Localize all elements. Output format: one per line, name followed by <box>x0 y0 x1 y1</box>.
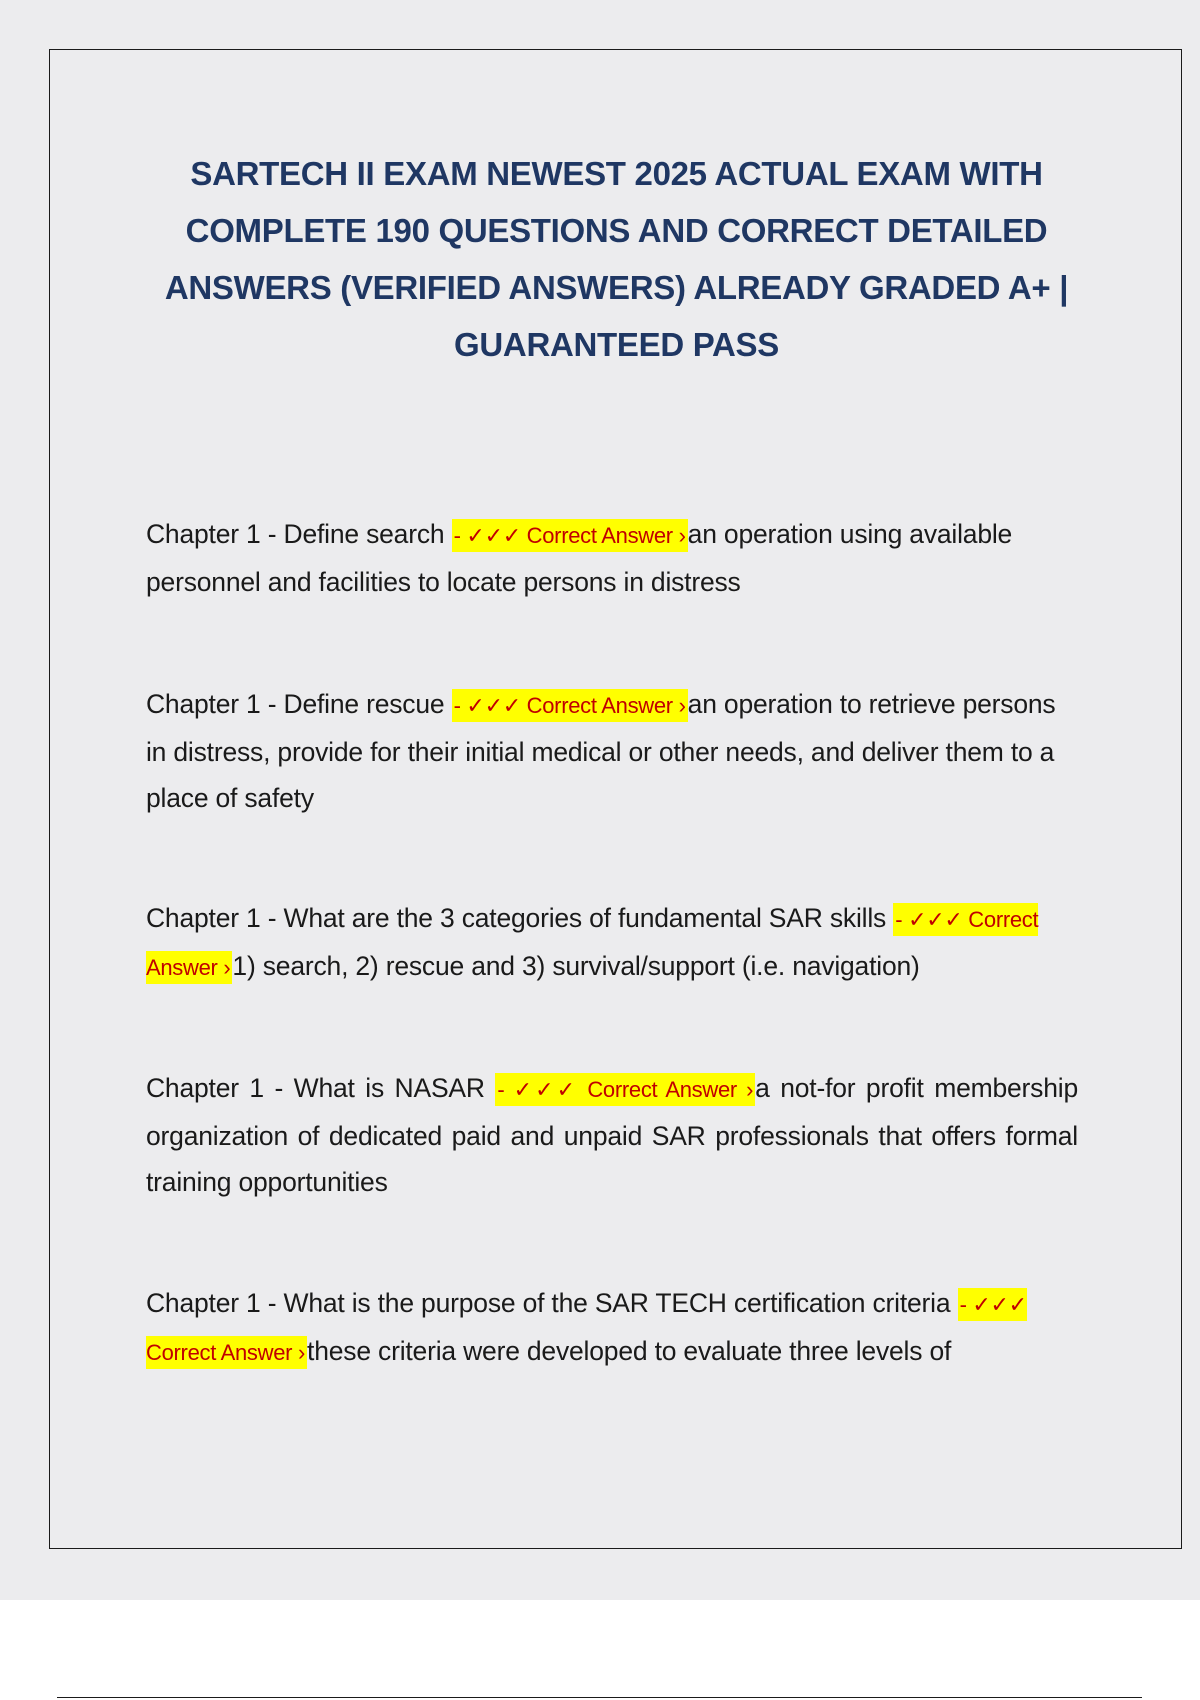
correct-answer-marker: - ✓✓✓ Correct Answer › <box>495 1073 755 1106</box>
answer-text: a not-for profit membership organization of dedicated paid and unpaid SAR professionals that offers formal training opportunities <box>146 1073 1078 1197</box>
correct-answer-marker: - ✓✓✓ Correct Answer › <box>452 689 688 722</box>
qa-entry-5 <box>146 1280 1078 1376</box>
qa-entry-3 <box>146 895 1078 991</box>
next-page-border-edge <box>57 1697 1142 1698</box>
document-title: SARTECH II EXAM NEWEST 2025 ACTUAL EXAM WITH COMPLETE 190 QUESTIONS AND CORRECT DETAILED ANSWERS (VERIFIED ANSWERS) ALREADY GRADED A+ | GUARANTEED PASS <box>164 155 1069 363</box>
question-text: Chapter 1 - What are the 3 categories of fundamental SAR skills <box>146 903 894 933</box>
correct-answer-marker: - ✓✓✓ Correct Answer › <box>452 519 688 552</box>
question-text: Chapter 1 - What is NASAR <box>146 1073 496 1103</box>
question-text: Chapter 1 - What is the purpose of the SAR TECH certification criteria <box>146 1288 958 1318</box>
qa-entry-4 <box>146 1065 1078 1205</box>
qa-entry-1 <box>146 511 1078 605</box>
question-text: Chapter 1 - Define search <box>146 519 452 549</box>
answer-text: an operation to retrieve persons in distress, provide for their initial medical or other needs, and deliver them to a place of safety <box>146 689 1056 813</box>
answer-text: 1) search, 2) rescue and 3) survival/support (i.e. navigation) <box>232 951 920 981</box>
answer-text: these criteria were developed to evaluate three levels of <box>307 1336 952 1366</box>
answer-text: an operation using available personnel and facilities to locate persons in distress <box>146 519 1013 597</box>
correct-answer-marker: - ✓✓✓ Correct Answer › <box>146 903 1038 984</box>
qa-entry-2 <box>146 681 1078 821</box>
correct-answer-marker: - ✓✓✓ Correct Answer › <box>146 1288 1027 1369</box>
question-text: Chapter 1 - Define rescue <box>146 689 452 719</box>
